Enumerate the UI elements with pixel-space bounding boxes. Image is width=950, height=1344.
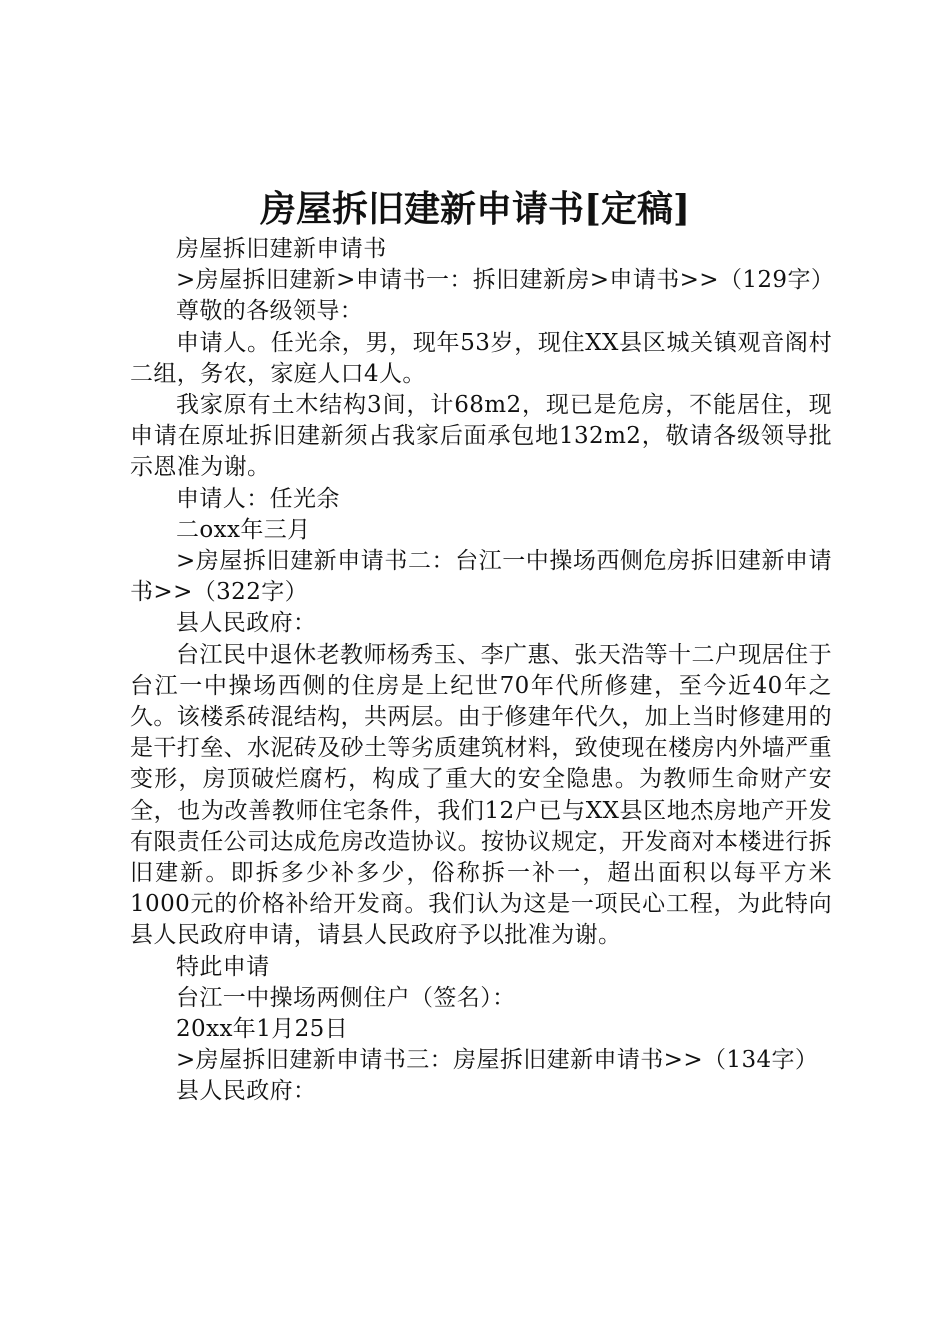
paragraph-applicant-info: 申请人。任光余，男，现年53岁，现住XX县区城关镇观音阁村二组，务农，家庭人口4人。 — [130, 329, 832, 387]
paragraph-salutation-government: 县人民政府： — [176, 610, 317, 637]
paragraph-heading: 房屋拆旧建新申请书 — [176, 236, 387, 262]
paragraph-applicant-signature: 申请人：任光余 — [176, 485, 340, 512]
paragraph-request-one: 我家原有土木结构3间，计68m2，现已是危房，不能居住，现申请在原址拆旧建新须占我家后面承包地132m2，敬请各级领导批示恩准为谢。 — [130, 392, 832, 481]
paragraph-request-two: 台江民中退休老教师杨秀玉、李广惠、张天浩等十二户现居住于台江一中操场西侧的住房是上纪世70年代所修建，至今近40年之久。该楼系砖混结构，共两层。由于修建年代久，加上当时修建用的是干打垒、水泥砖及砂土等劣质建筑材料，致使现在楼房内外墙严重变形，房顶破烂腐朽，构成了重大的安全隐患。为教师生命财产安全，也为改善教师住宅条件，我们12户已与XX县区地杰房地产开发有限责任公司达成危房改造协议。按协议规定，开发商对本楼进行拆旧建新。即拆多少补多少，俗称拆一补一，超出面积以每平方米1000元的价格补给开发商。我们认为这是一项民心工程，为此特向县人民政府申请，请县人民政府予以批准为谢。 — [130, 641, 832, 949]
paragraph-date-one: 二oxx年三月 — [176, 516, 311, 543]
paragraph-section-two-link: >房屋拆旧建新申请书二：台江一中操场西侧危房拆旧建新申请书>>（322字） — [130, 548, 832, 606]
paragraph-salutation-government-two: 县人民政府： — [176, 1078, 317, 1105]
document-title: 房屋拆旧建新申请书[定稿] — [259, 188, 691, 230]
paragraph-salutation-leaders: 尊敬的各级领导： — [176, 298, 364, 325]
paragraph-section-three-link: >房屋拆旧建新申请书三：房屋拆旧建新申请书>>（134字） — [176, 1047, 819, 1074]
paragraph-closing: 特此申请 — [176, 953, 270, 980]
paragraph-residents-signature: 台江一中操场两侧住户（签名）： — [176, 984, 516, 1011]
document-body — [130, 234, 835, 1108]
paragraph-section-one-link: >房屋拆旧建新>申请书一：拆旧建新房>申请书>>（129字） — [176, 267, 835, 294]
paragraph-date-two: 20xx年1月25日 — [176, 1016, 349, 1043]
